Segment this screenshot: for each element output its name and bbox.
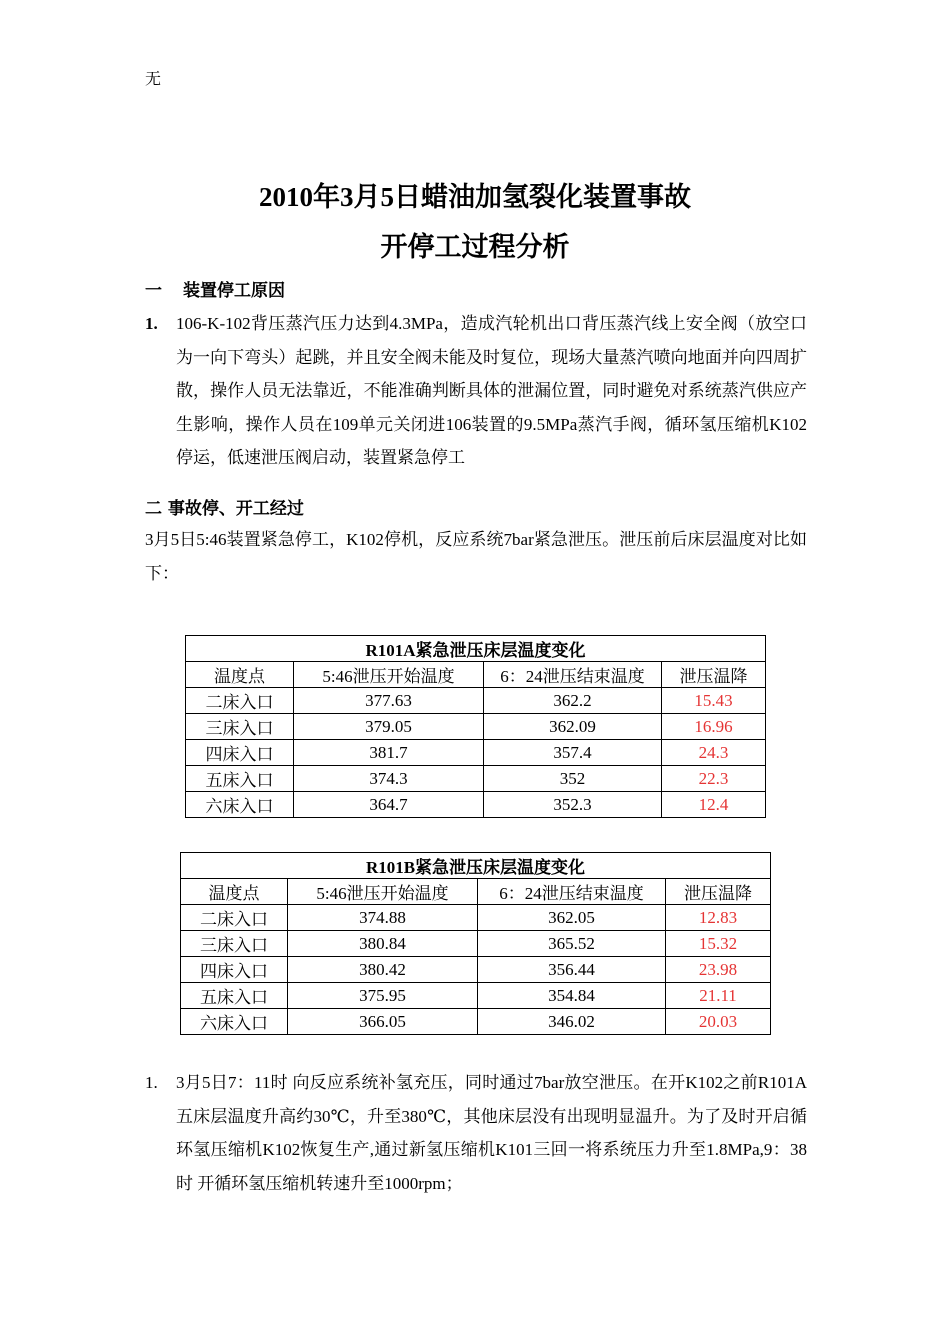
- table-cell: 四床入口: [181, 957, 288, 983]
- table-cell: 六床入口: [186, 792, 294, 818]
- table-row: [181, 905, 771, 931]
- list-marker: 1.: [145, 314, 158, 333]
- table-header-row: [181, 879, 771, 905]
- column-header: 6：24泄压结束温度: [484, 662, 662, 688]
- section-number: 一: [145, 281, 162, 301]
- table-caption: R101A紧急泄压床层温度变化: [186, 636, 766, 662]
- document-title-line2: 开停工过程分析: [380, 232, 570, 262]
- temp-drop-cell: 23.98: [666, 957, 771, 983]
- temp-drop-cell: 20.03: [666, 1009, 771, 1035]
- section-heading-text: 装置停工原因: [183, 281, 285, 301]
- table-cell: 六床入口: [181, 1009, 288, 1035]
- table-row: [186, 714, 766, 740]
- table-cell: 352: [484, 766, 662, 792]
- table-cell: 362.2: [484, 688, 662, 714]
- table-cell: 三床入口: [186, 714, 294, 740]
- table-cell: 354.84: [478, 983, 666, 1009]
- table-cell: 365.52: [478, 931, 666, 957]
- list-item-text: 106-K-102背压蒸汽压力达到4.3MPa，造成汽轮机出口背压蒸汽线上安全阀（放空口为一向下弯头）起跳，并且安全阀未能及时复位，现场大量蒸汽喷向地面并向四周扩散，操作人员无法靠近，不能准确判断具体的泄漏位置，同时避免对系统蒸汽供应产生影响，操作人员在109单元关闭进106装置的9.5MPa蒸汽手阀，循环氢压缩机K102停运，低速泄压阀启动，装置紧急停工: [176, 314, 807, 467]
- table-cell: 352.3: [484, 792, 662, 818]
- table-caption: R101B紧急泄压床层温度变化: [181, 853, 771, 879]
- table-row: [181, 931, 771, 957]
- column-header: 6：24泄压结束温度: [478, 879, 666, 905]
- table-row: [186, 688, 766, 714]
- page-header: 无: [145, 71, 162, 88]
- table-cell: 五床入口: [186, 766, 294, 792]
- temp-drop-cell: 22.3: [662, 766, 766, 792]
- table-cell: 366.05: [288, 1009, 478, 1035]
- table-cell: 380.42: [288, 957, 478, 983]
- table-cell: 357.4: [484, 740, 662, 766]
- table-header-row: [186, 662, 766, 688]
- table-cell: 362.09: [484, 714, 662, 740]
- temp-drop-cell: 15.43: [662, 688, 766, 714]
- table-cell: 346.02: [478, 1009, 666, 1035]
- table-cell: 二床入口: [186, 688, 294, 714]
- intro-paragraph: 3月5日5:46装置紧急停工，K102停机，反应系统7bar紧急泄压。泄压前后床层温度对比如下：: [145, 530, 807, 583]
- table-cell: 362.05: [478, 905, 666, 931]
- table-cell: 374.3: [294, 766, 484, 792]
- table-cell: 381.7: [294, 740, 484, 766]
- table-cell: 三床入口: [181, 931, 288, 957]
- temp-drop-cell: 16.96: [662, 714, 766, 740]
- table-cell: 364.7: [294, 792, 484, 818]
- document-title-line1: 2010年3月5日蜡油加氢裂化装置事故: [259, 182, 691, 212]
- table-row: [186, 766, 766, 792]
- column-header: 温度点: [181, 879, 288, 905]
- list-item-text: 3月5日7：11时 向反应系统补氢充压，同时通过7bar放空泄压。在开K102之前R101A五床层温度升高约30℃，升至380℃，其他床层没有出现明显温升。为了及时开启循环氢压缩机K102恢复生产,通过新氢压缩机K101三回一将系统压力升至1.8MPa,9：38时 开循环氢压缩机转速升至1000rpm；: [176, 1073, 807, 1193]
- table-r101a: [185, 635, 766, 818]
- table-cell: 380.84: [288, 931, 478, 957]
- list-item-restart-process: [145, 1066, 807, 1200]
- table-cell: 379.05: [294, 714, 484, 740]
- table-cell: 377.63: [294, 688, 484, 714]
- table-row: [181, 1009, 771, 1035]
- table-cell: 五床入口: [181, 983, 288, 1009]
- section-heading-shutdown-cause: [145, 276, 285, 301]
- table-cell: 374.88: [288, 905, 478, 931]
- section-heading-process: 二 事故停、开工经过: [145, 499, 304, 519]
- temp-drop-cell: 12.4: [662, 792, 766, 818]
- table-cell: 四床入口: [186, 740, 294, 766]
- table-row: [181, 957, 771, 983]
- temp-drop-cell: 21.11: [666, 983, 771, 1009]
- column-header: 5:46泄压开始温度: [294, 662, 484, 688]
- table-row: [186, 740, 766, 766]
- column-header: 泄压温降: [662, 662, 766, 688]
- table-row: [186, 792, 766, 818]
- table-cell: 375.95: [288, 983, 478, 1009]
- list-marker: 1.: [145, 1073, 158, 1092]
- column-header: 温度点: [186, 662, 294, 688]
- column-header: 泄压温降: [666, 879, 771, 905]
- table-cell: 二床入口: [181, 905, 288, 931]
- temp-drop-cell: 15.32: [666, 931, 771, 957]
- table-row: [181, 983, 771, 1009]
- table-r101b: [180, 852, 771, 1035]
- temp-drop-cell: 12.83: [666, 905, 771, 931]
- column-header: 5:46泄压开始温度: [288, 879, 478, 905]
- table-cell: 356.44: [478, 957, 666, 983]
- list-item-shutdown-reason: [145, 307, 807, 475]
- temp-drop-cell: 24.3: [662, 740, 766, 766]
